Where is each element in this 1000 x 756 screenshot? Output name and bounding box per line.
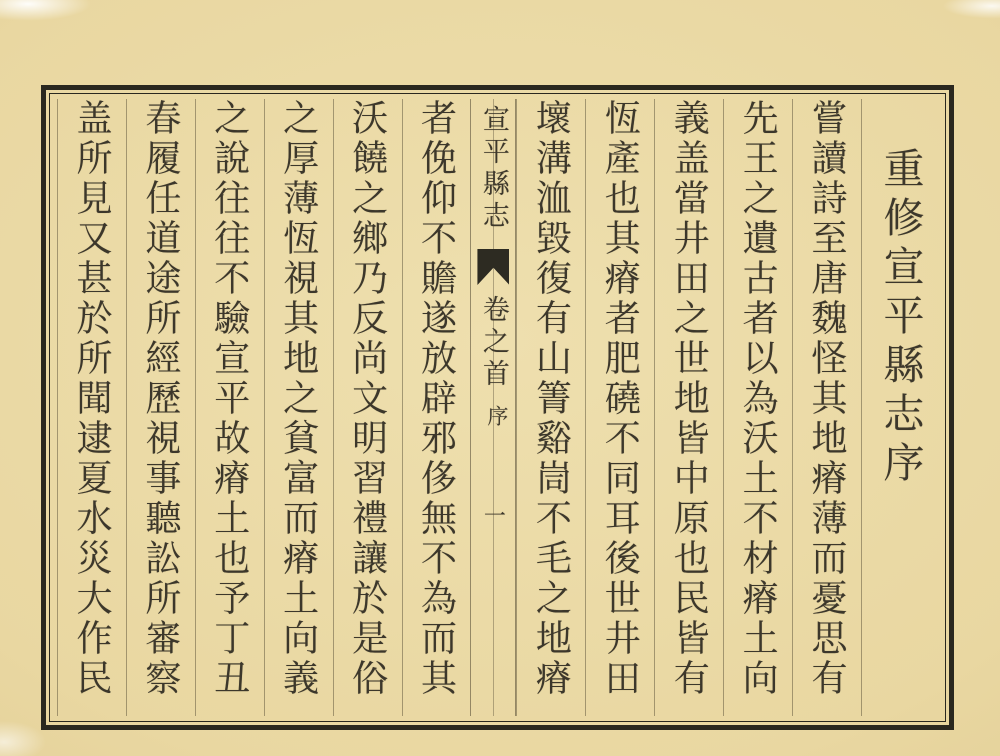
text-column <box>723 99 792 716</box>
text-column <box>585 99 654 716</box>
text-column <box>402 99 471 716</box>
fishtail-ornament-icon <box>477 249 509 285</box>
text-column <box>195 99 264 716</box>
text-column <box>792 99 861 716</box>
text-column <box>57 99 126 716</box>
text-column <box>264 99 333 716</box>
text-column-area <box>57 99 938 716</box>
column-text: 之厚薄恆視其地之貧富而瘠土向義 <box>278 99 319 699</box>
column-text: 壞溝洫毀復有山箐谿峝不毛之地瘠 <box>531 99 572 699</box>
text-column <box>516 99 585 716</box>
title-column <box>861 99 938 716</box>
preface-title: 重修宣平縣志序 <box>877 147 924 490</box>
page-border-inner-line <box>49 93 946 722</box>
text-column <box>333 99 402 716</box>
column-text: 春履任道途所經歷視事聽訟所審察 <box>140 99 181 699</box>
banxin-fold-column <box>470 99 516 716</box>
page-number: 一 <box>481 504 507 531</box>
banxin-section-label: 序 <box>484 405 509 426</box>
text-column <box>654 99 723 716</box>
column-text: 嘗讀詩至唐魏怪其地瘠薄而憂思有 <box>807 99 847 699</box>
text-column <box>126 99 195 716</box>
column-text: 義盖當井田之世地皆中原也民皆有 <box>669 99 710 699</box>
page-border-frame <box>41 85 954 730</box>
column-text: 盖所見又甚於所聞逮夏水災大作民 <box>71 99 112 699</box>
column-text: 先王之遺古者以為沃土不材瘠土向 <box>738 99 779 699</box>
banxin-juan-label: 卷之首 <box>478 295 509 391</box>
column-text: 沃饒之鄉乃反尚文明習禮讓於是俗 <box>347 99 388 699</box>
column-text: 者俛仰不贍遂放辟邪侈無不為而其 <box>416 99 457 699</box>
column-text: 恆產也其瘠者肥磽不同耳後世井田 <box>600 99 641 699</box>
banxin-book-title: 宣平縣志 <box>478 105 509 233</box>
column-text: 之說往往不驗宣平故瘠土也予丁丑 <box>209 99 250 699</box>
